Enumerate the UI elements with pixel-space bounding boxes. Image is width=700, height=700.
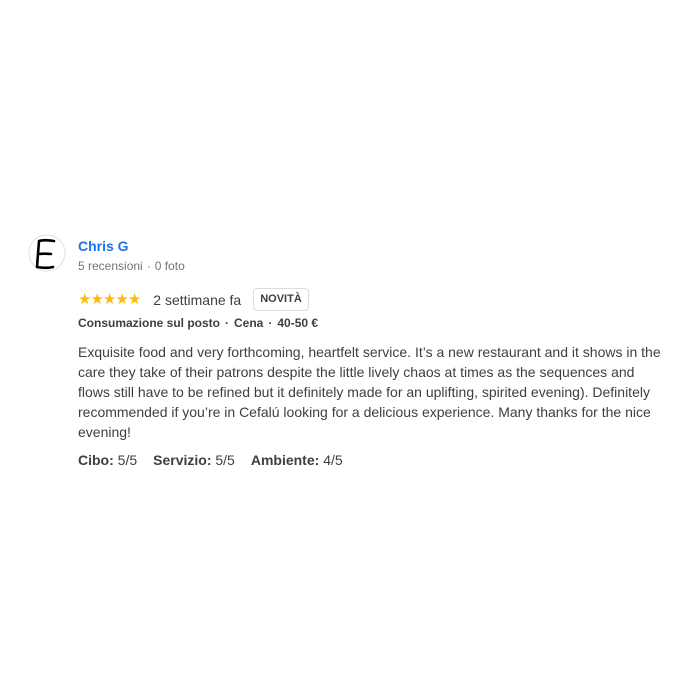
star-icon: ★ (115, 290, 128, 308)
star-icon: ★ (102, 290, 116, 308)
review-text: Exquisite food and very forthcoming, heartfelt service. It’s a new restaurant and it shows in the care they take of their patrons despite the little lively chaos at times as the sequences and flows still have to be refined but it definitely made for an uplifting, spirited evening). Definitely recommended if you’re in Cefalú looking for a delicious experience. Many thanks for the nice evening! (78, 344, 661, 440)
avatar-letter-e-icon (28, 234, 66, 272)
author-name[interactable]: Chris G (78, 238, 129, 254)
visit-separator: · (225, 316, 230, 330)
rating-row (78, 288, 309, 311)
score-service (153, 452, 235, 468)
score-food (78, 452, 137, 468)
score-value: 5/5 (117, 452, 138, 468)
author-block (78, 237, 185, 274)
star-rating (78, 292, 140, 308)
score-label: Servizio: (153, 452, 212, 468)
visit-type: Consumazione sul posto (78, 316, 221, 330)
avatar[interactable] (28, 234, 66, 272)
star-icon: ★ (78, 290, 91, 308)
visit-meal: Cena (234, 316, 264, 330)
author-review-count: 5 recensioni (78, 259, 143, 273)
score-value: 5/5 (215, 452, 235, 468)
score-label: Cibo: (78, 452, 114, 468)
star-icon: ★ (127, 290, 141, 308)
meta-separator: · (146, 259, 151, 273)
review-date: 2 settimane fa (153, 291, 242, 308)
visit-separator: · (268, 316, 273, 330)
score-list (78, 452, 359, 468)
visit-price: 40-50 € (277, 316, 319, 330)
score-ambience (251, 452, 343, 468)
star-icon: ★ (90, 290, 103, 308)
new-badge: NOVITÀ (253, 288, 309, 311)
score-label: Ambiente: (250, 452, 320, 468)
score-value: 4/5 (323, 452, 343, 468)
author-photo-count: 0 foto (154, 259, 185, 273)
author-meta (78, 258, 185, 274)
visit-info (78, 316, 318, 330)
